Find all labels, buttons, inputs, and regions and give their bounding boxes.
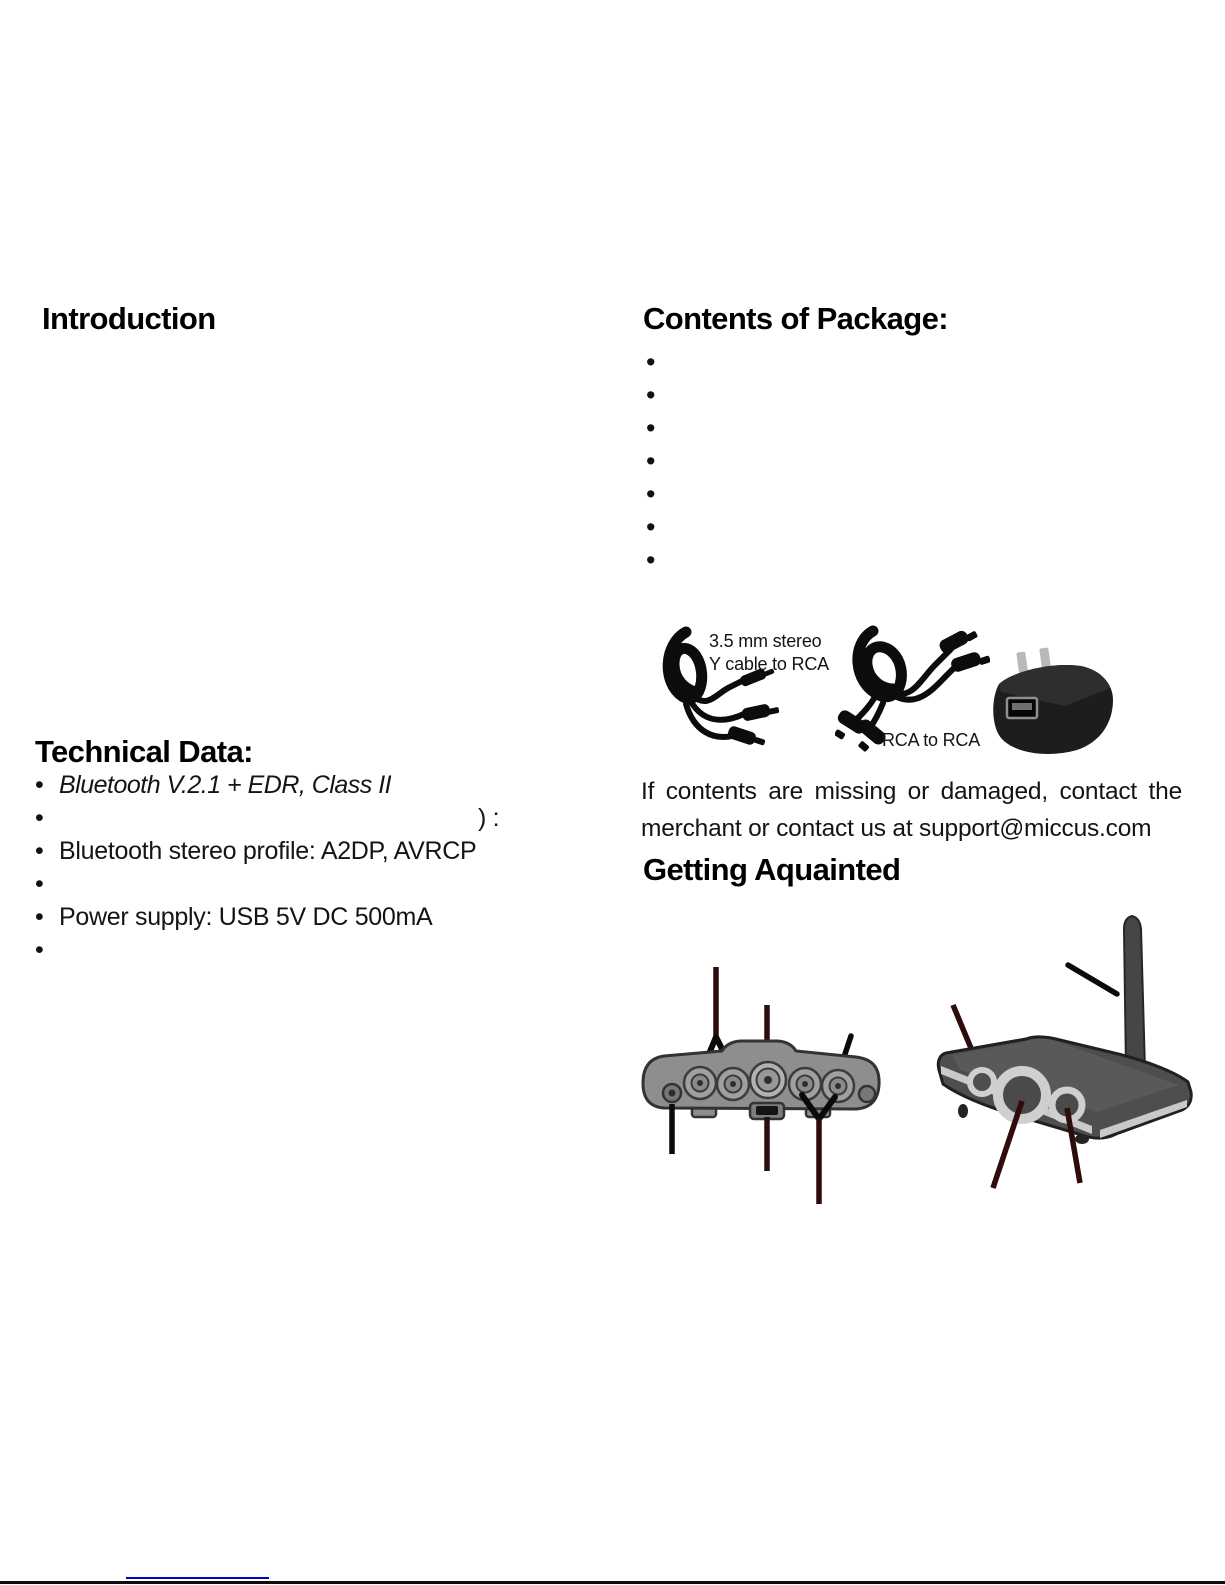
support-line2: merchant or contact us at support@miccus.com [641, 815, 1152, 842]
list-item [35, 934, 555, 967]
bullet-marker: • [35, 771, 44, 799]
footer-link-underline[interactable] [126, 1577, 269, 1579]
contents-of-package-heading: Contents of Package: [643, 301, 948, 336]
bullet-marker: • [646, 413, 656, 443]
aux-port-icon [663, 1084, 681, 1102]
bullet-marker: • [646, 512, 656, 542]
support-paragraph [641, 773, 1182, 847]
center-jack-icon [750, 1062, 786, 1098]
bullet-marker: • [35, 837, 44, 865]
usb-power-adapter-image [985, 640, 1120, 760]
introduction-heading: Introduction [42, 301, 216, 336]
list-item [646, 346, 655, 379]
bullet-marker: • [35, 903, 44, 931]
rca-jack-icon [822, 1070, 854, 1102]
small-ring-icon [970, 1070, 994, 1094]
bullet-marker: • [646, 347, 656, 377]
bullet-marker: • [646, 545, 656, 575]
bullet-marker: • [646, 446, 656, 476]
tech-item-text: ) : [478, 804, 500, 832]
technical-data-heading: Technical Data: [35, 734, 253, 769]
support-line1: If contents are missing or damaged, contact the [641, 778, 1182, 805]
list-item [646, 511, 655, 544]
rca-cable-label: RCA to RCA [882, 730, 981, 750]
getting-acquainted-heading: Getting Aquainted [643, 852, 901, 887]
list-item [35, 769, 555, 802]
list-item [35, 901, 555, 934]
list-item [35, 868, 555, 901]
list-item [646, 445, 655, 478]
list-item [35, 835, 555, 868]
page-bottom-rule [0, 1581, 1225, 1584]
bullet-marker: • [35, 804, 44, 832]
list-item [646, 379, 655, 412]
device-back-panel-diagram [643, 967, 879, 1204]
y-cable-label-line1: 3.5 mm stereo [709, 631, 822, 651]
bullet-marker: • [35, 936, 44, 964]
list-item [35, 802, 555, 835]
power-port-icon [859, 1086, 875, 1102]
bullet-marker: • [646, 380, 656, 410]
y-cable-label [709, 630, 829, 676]
antenna-icon [1124, 916, 1145, 1070]
bullet-marker: • [35, 870, 44, 898]
y-cable-label-line2: Y cable to RCA [709, 654, 829, 674]
tech-item-text: Bluetooth stereo profile: A2DP, AVRCP [59, 837, 477, 865]
large-ring-icon [998, 1071, 1046, 1119]
tech-item-text: Power supply: USB 5V DC 500mA [59, 903, 433, 931]
rca-jack-icon [684, 1067, 716, 1099]
list-item [646, 544, 655, 577]
tech-item-text: Bluetooth V.2.1 + EDR, Class II [59, 771, 392, 799]
contents-of-package-list [646, 346, 655, 577]
bullet-marker: • [646, 479, 656, 509]
list-item [646, 412, 655, 445]
device-front-perspective-diagram [938, 916, 1191, 1188]
rca-jack-icon [717, 1068, 749, 1100]
device-diagrams [630, 905, 1225, 1225]
technical-data-list [35, 769, 555, 967]
list-item [646, 478, 655, 511]
